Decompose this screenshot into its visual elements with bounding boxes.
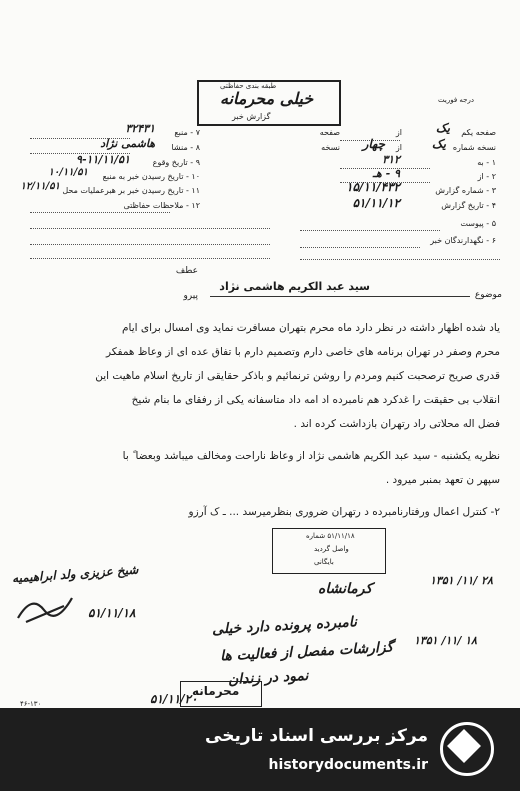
center-note: کرمانشاه (318, 581, 373, 597)
urgency-label: درجه فوریت (438, 96, 474, 104)
received-hq-label: ۱۱ - تاریخ رسیدن خبر بر هبرعملیات محل (62, 186, 200, 195)
copy-label: نسخه شماره (452, 143, 496, 152)
occurrence-value: ۹-۱۱/۱۱/۵۱ (76, 153, 130, 166)
reference-label: عطف (175, 266, 198, 276)
source-label: ۷ - منبع (174, 128, 200, 137)
classification-stamp-text: خیلی محرمانه (220, 89, 314, 108)
received-hq-value: ۱۲/۱۱/۵۱ (20, 181, 60, 192)
body-line: انقلاب بی حقیقت را غدکرد هم نامبرده اد امه داد متاسفانه یکی از رفقای ما بنام شیخ (131, 394, 500, 406)
subject-value: سید عبد الکریم هاشمی نژاد (219, 280, 370, 293)
receipt-stamp-line2: واصل گردید (314, 545, 349, 553)
origin-value: هاشمی نژاد (100, 137, 155, 150)
page-word: صفحه (319, 128, 340, 137)
copy-word: نسخه (321, 143, 340, 152)
attachment-label: ۵ - پیوست (460, 219, 496, 228)
report-number-value: ۱۵/۱۱/۴۳۲ (346, 180, 400, 194)
holders-label: ۶ - نگهدارندگان خبر (430, 236, 496, 245)
origin-label: ۸ - منشا (171, 143, 200, 152)
main-handwritten-note-1: نامبرده پرونده دارد خیلی (211, 614, 358, 638)
page-of: از (395, 128, 402, 137)
subject-label: موضوع (474, 290, 502, 300)
footer-url[interactable]: historydocuments.ir (268, 757, 428, 773)
copy-total: چهار (362, 137, 385, 151)
report-date-label: ۴ - تاریخ گزارش (441, 201, 496, 210)
copy-of: از (395, 143, 402, 152)
report-type-label: گزارش خبر (232, 112, 271, 121)
handwritten-left-note: شیخ عزیزی ولد ابراهیمیه (11, 562, 139, 586)
date-right-1: ۱۳۵۱ /۱۱/ ۲۸ (430, 574, 493, 587)
security-notes-label: ۱۲ - ملاحظات حفاظتی (123, 201, 200, 210)
main-handwritten-note-2: گزارشات مفصل از فعالیت ها (219, 639, 394, 665)
page-label: صفحه یکم (461, 128, 496, 137)
to-label: ۱ - به (477, 158, 496, 167)
followup-label: پیرو (183, 291, 198, 301)
classification-small-label: طبقه بندی حفاظتی (220, 82, 277, 90)
left-date: ۵۱/۱۱/۱۸ (88, 606, 136, 620)
page-code: ۴۶-۱۳۰ (20, 700, 42, 708)
receipt-stamp-line3: بایگانی (314, 558, 334, 566)
page-value: یک (435, 121, 450, 135)
from-label: ۲ - از (477, 172, 496, 181)
copy-value: یک (431, 137, 446, 151)
from-value: ۹ - هـ (372, 167, 400, 180)
to-value: ۳۱۲ (382, 153, 400, 166)
body-line: قدری صریح ترصحبت کنیم ومردم را روشن ترنمائیم و باذکر حقایقی از تاریخ اسلام ماهیت این (95, 370, 500, 382)
body-line: فضل اله محلاتی راد رتهران بازداشت کرده اند . (293, 418, 500, 430)
signature-mark (14, 588, 84, 628)
bottom-stamp-text: محرمانه (192, 684, 240, 698)
receipt-stamp-line1: ۵۱/۱۱/۱۸ شماره (306, 532, 355, 540)
report-date-value: ۵۱/۱۱/۱۲ (352, 196, 400, 210)
main-handwritten-note-3: نمود در زندان (227, 667, 309, 689)
received-source-label: ۱۰ - تاریخ رسیدن خبر به منبع (102, 172, 200, 181)
body-line: ۲- کنترل اعمال ورفتارنامبرده د رتهران ضروری بنظرمیرسد ... ـ ک آرزو (188, 506, 500, 518)
footer-center-name: مرکز بررسی اسناد تاریخی (205, 726, 428, 746)
body-line: یاد شده اظهار داشته در نظر دارد ماه محرم بتهران مسافرت نماید وی امسال برای ایام (122, 322, 500, 334)
body-line: نظریه یکشنبه - سید عبد الکریم هاشمی نژاد از وعاظ ناراحت ومخالف میباشد وبعضا ً با (122, 450, 500, 462)
occurrence-label: ۹ - تاریخ وقوع (152, 158, 200, 167)
report-number-label: ۳ - شماره گزارش (435, 186, 496, 195)
body-line: محرم وصفر در تهران برنامه های خاصی دارم وتصمیم دارم با تفاق عده ای از وعاظ همفکر (105, 346, 500, 358)
body-line: سپهر ن تعهد بمنبر میرود . (385, 474, 500, 486)
bottom-date: ۵۱/۱۱/۲۰ (150, 692, 198, 706)
date-right-2: ۱۳۵۱ /۱۱/ ۱۸ (414, 634, 477, 647)
received-source-value: ۱۰/۱۱/۵۱ (48, 167, 88, 178)
source-value: ۳۲۴۳۱ (125, 122, 155, 135)
